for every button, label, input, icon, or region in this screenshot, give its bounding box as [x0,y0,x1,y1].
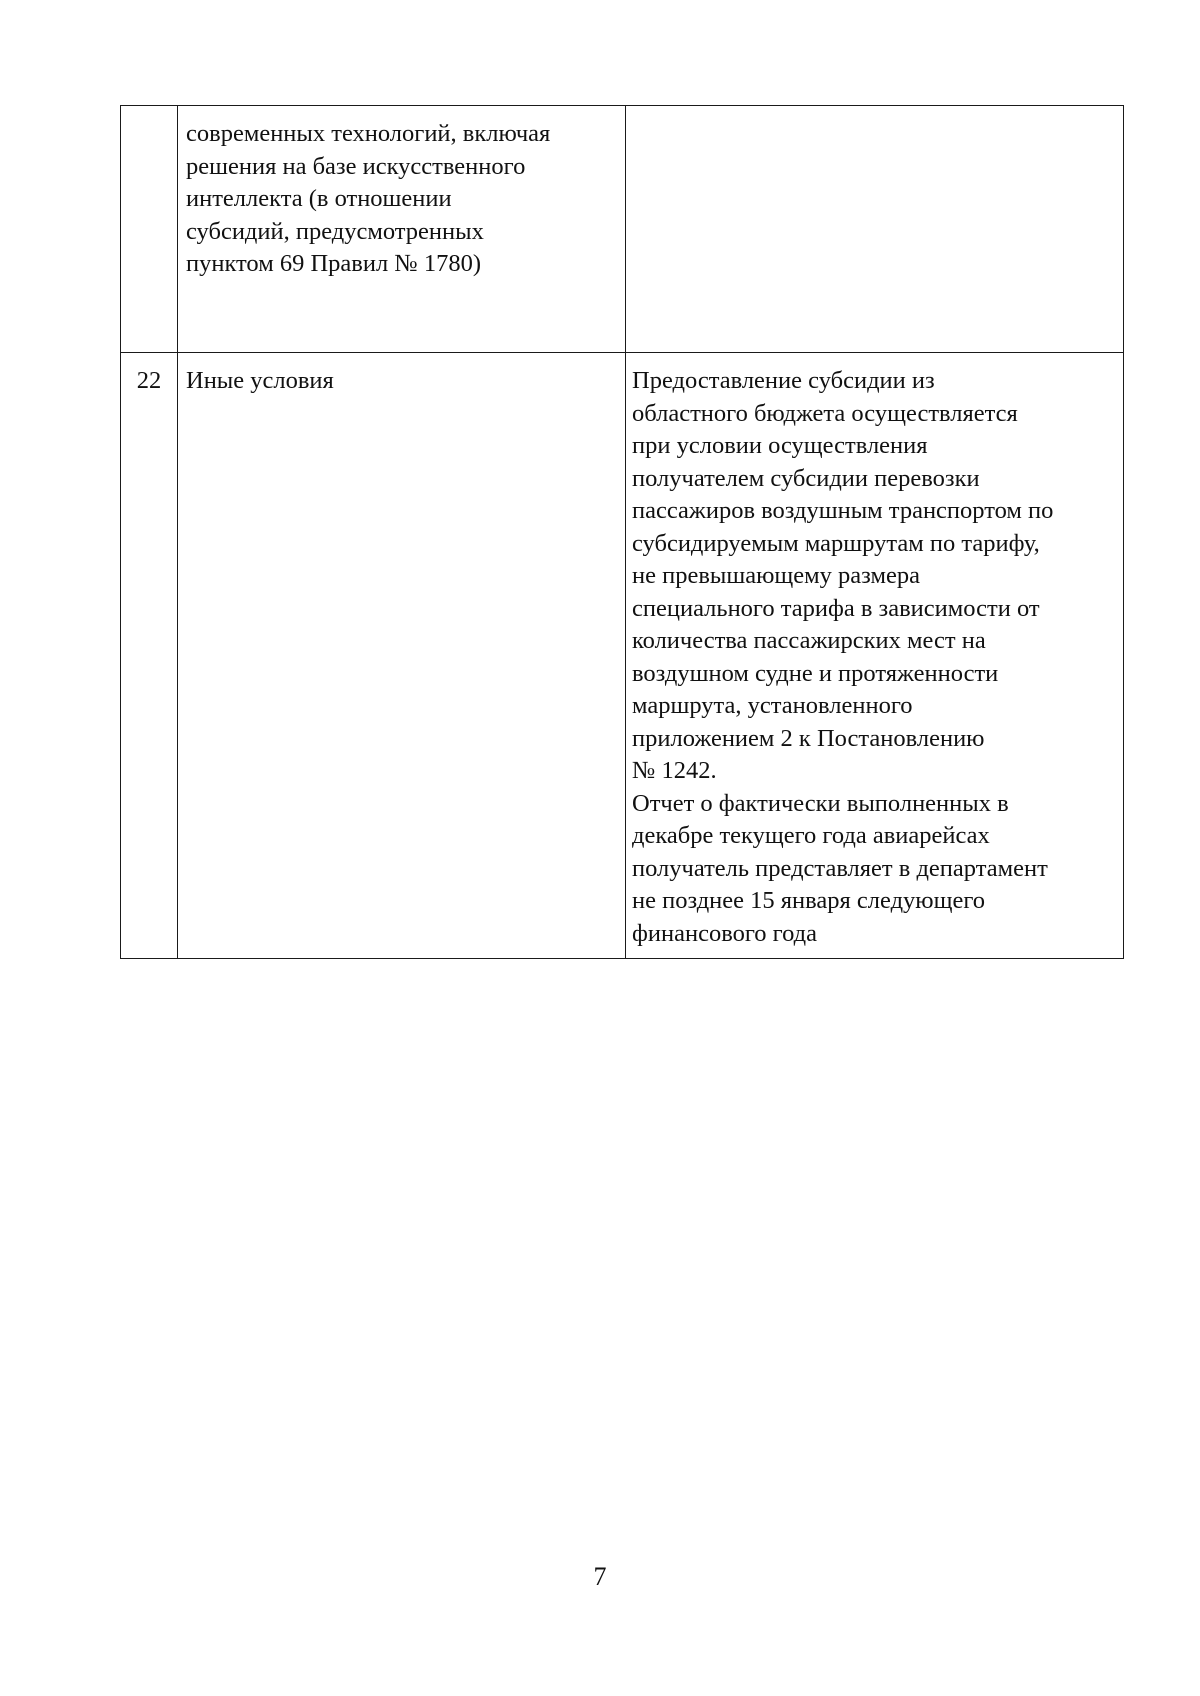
condition-value-cell [626,106,1124,353]
text-line: приложением 2 к Постановлению [632,724,985,752]
text-line: воздушном судне и протяженности [632,659,999,687]
text-line: получателем субсидии перевозки [632,464,980,492]
text-line: № 1242. [632,757,717,784]
text-line: маршрута, установленного [632,692,913,719]
text-line: субсидий, предусмотренных [186,217,484,245]
text-line: решения на базе искусственного [186,152,526,180]
text-line: современных технологий, включая [186,120,551,147]
condition-value [626,106,1123,118]
text-line: Иные условия [186,367,334,394]
row-number-cell [121,353,178,959]
text-line: пунктом 69 Правил № 1780) [186,250,481,277]
text-line: финансового года [632,919,817,947]
text-line: областного бюджета осуществляется [632,399,1018,427]
condition-value [626,353,1123,950]
row-number [121,106,177,118]
text-line: не позднее 15 января следующего [632,887,986,914]
condition-name-cell [178,106,626,353]
condition-name [178,353,625,398]
text-line: количества пассажирских мест на [632,627,986,654]
text-line: декабре текущего года авиарейсах [632,822,990,849]
page-number: 7 [593,1562,607,1591]
condition-name [178,106,625,281]
row-number: 22 [136,367,162,394]
text-line: субсидируемым маршрутам по тарифу, [632,529,1040,557]
table-row [121,353,1124,959]
text-line: Отчет о фактически выполненных в [632,789,1009,817]
text-line: Предоставление субсидии из [632,367,935,394]
table-row [121,106,1124,353]
conditions-table [120,105,1124,959]
condition-value-cell [626,353,1124,959]
text-line: пассажиров воздушным транспортом по [632,497,1054,524]
text-line: при условии осуществления [632,432,928,459]
text-line: не превышающему размера [632,562,920,589]
text-line: специального тарифа в зависимости от [632,594,1040,622]
text-line: интеллекта (в отношении [186,185,452,212]
text-line: получатель представляет в департамент [632,854,1048,882]
row-number-cell [121,106,178,353]
condition-name-cell [178,353,626,959]
